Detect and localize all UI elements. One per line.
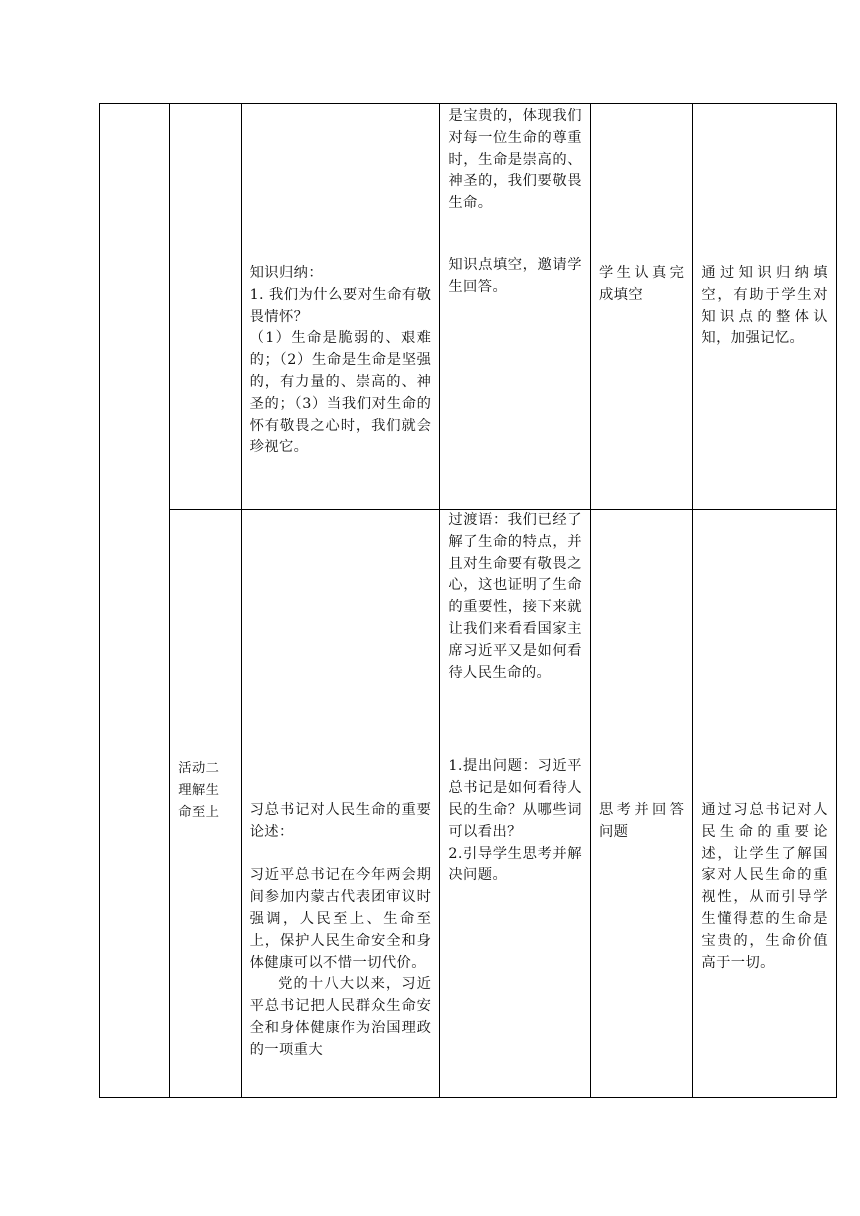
teacher-text-continued: 是宝贵的，体现我们对每一位生命的尊重时，生命是崇高的、神圣的，我们要敬畏生命。 [448,108,582,212]
teacher-step: 2.引导学生思考并解决问题。 [448,845,582,884]
activity-title: 活动二理解生命至上 [178,761,220,820]
teacher-activity-cell [440,104,591,510]
content-heading: 习总书记对人民生命的重要论述： [249,802,432,840]
design-intent-cell [693,104,837,510]
teacher-activity-cell [440,510,591,1098]
activity-cell [170,510,241,1098]
content-cell [241,510,440,1098]
content-paragraph: 习近平总书记在今年两会期间参加内蒙古代表团审议时强调，人民至上、生命至上，保护人民生命安全和身体健康可以不惜一切代价。 [249,867,432,971]
section-column-cell [100,104,170,1098]
summary-question: 1. 我们为什么要对生命有敬畏情怀？ [249,286,432,325]
design-intent: 通过知识归纳填空，有助于学生对知识点的整体认知，加强记忆。 [701,265,828,347]
table-row [100,510,837,1098]
summary-answer: （1）生命是脆弱的、艰难的；（2）生命是生命是坚强的，有力量的、崇高的、神圣的；（3）当我们对生命的怀有敬畏之心时，我们就会珍视它。 [249,330,432,456]
teacher-step: 1.提出问题：习近平总书记是如何看待人民的生命？从哪些词可以看出？ [448,758,582,840]
student-activity-cell [590,104,692,510]
student-task: 思考并回答问题 [598,802,685,840]
student-task: 学生认真完成填空 [598,265,685,303]
content-paragraph: 党的十八大以来，习近平总书记把人民群众生命安全和身体健康作为治国理政的一项重大 [249,976,432,1058]
content-cell [241,104,440,510]
teacher-task: 知识点填空，邀请学生回答。 [448,256,582,295]
design-intent-cell [693,510,837,1098]
design-intent: 通过习总书记对人民生命的重要论述，让学生了解国家对人民生命的重视性，从而引导学生懂得惹的生命是宝贵的，生命价值高于一切。 [701,802,828,971]
summary-title: 知识归纳： [249,265,324,281]
activity-cell [170,104,241,510]
transition-text: 过渡语：我们已经了解了生命的特点，并且对生命要有敬畏之心，这也证明了生命的重要性，接下来就让我们来看看国家主席习近平又是如何看待人民生命的。 [448,512,582,681]
student-activity-cell [590,510,692,1098]
table-row [100,104,837,510]
lesson-plan-table [99,103,837,1098]
